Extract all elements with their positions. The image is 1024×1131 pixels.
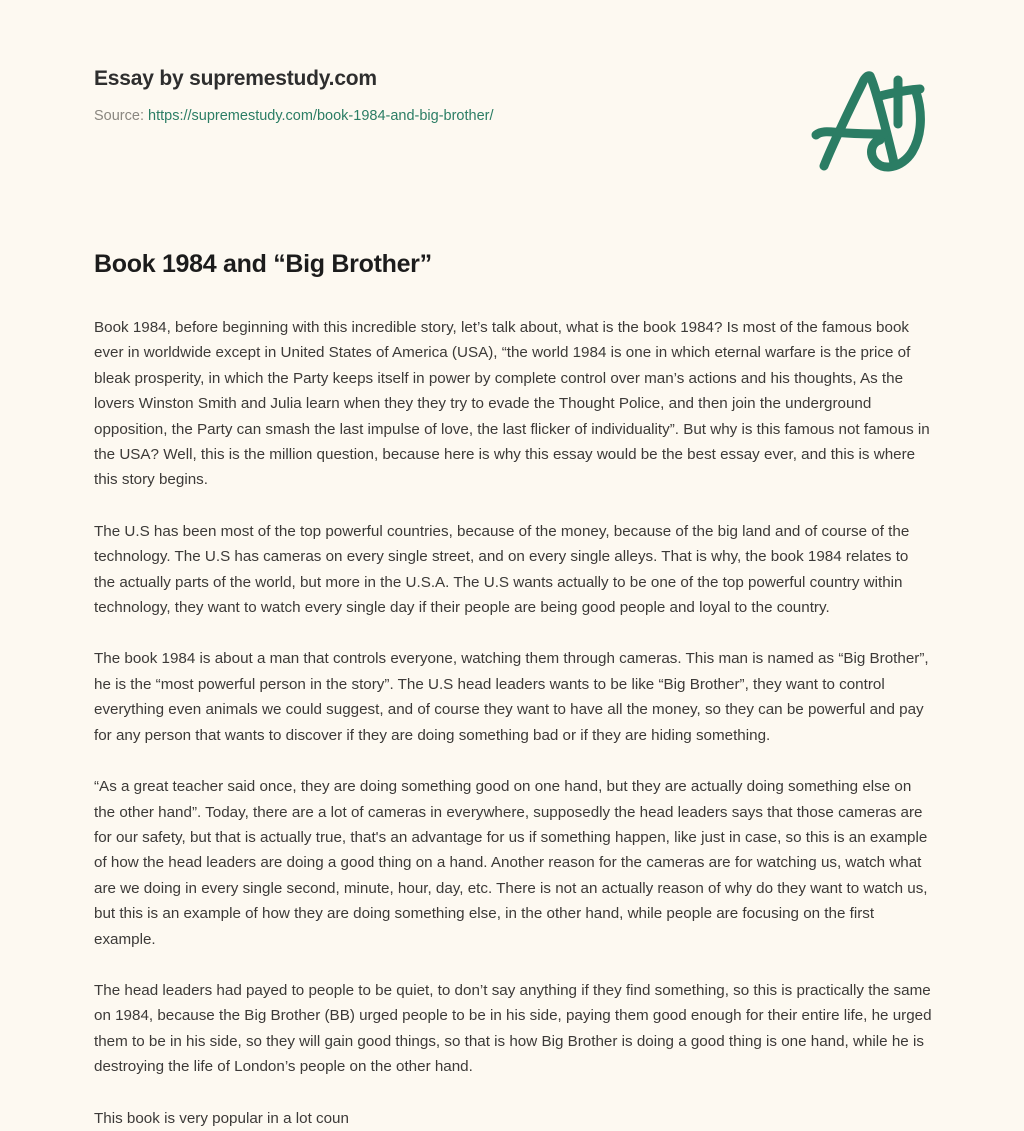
brand-title: Essay by supremestudy.com [94,67,377,90]
brand-block [94,66,494,126]
source-line [94,106,494,126]
source-label: Source: [94,108,144,124]
paragraph: “As a great teacher said once, they are doing something good on one hand, but they are actually doing something else on the other hand”. Today, there are a lot of cameras in everywhere, supposedly the head leaders says that those cameras are for our safety, but that is actually true, that's an advantage for us if something happen, like just in case, so this is an example of how the head leaders are doing a good thing on a hand. Another reason for the cameras are for watching us, watch what are we doing in every single second, minute, hour, day, etc. There is not an actually reason of why do they want to watch us, but this is an example of how they are doing something else, in the other hand, while people are focusing on the first example. [94,778,928,948]
article-body [94,247,932,1131]
paragraph: The U.S has been most of the top powerful countries, because of the money, because of the big land and of course of the technology. The U.S has cameras on every single street, and on every single alleys. That is why, the book 1984 relates to the actually parts of the world, but more in the U.S.A. The U.S wants actually to be one of the top powerful country within technology, they want to watch every single day if their people are being good people and loyal to the country. [94,522,910,617]
paragraph: Book 1984, before beginning with this incredible story, let’s talk about, what is the book 1984? Is most of the famous book ever in worldwide except in United States of America (USA), “the world 1984 is one in which eternal warfare is the price of bleak prosperity, in which the Party keeps itself in power by complete control over man’s actions and his thoughts, As the lovers Winston Smith and Julia learn when they they try to evade the Thought Police, and then join the underground opposition, the Party can smash the last impulse of love, the last flicker of individuality”. But why is this famous not famous in the USA? Well, this is the million question, because here is why this essay would be the best essay ever, and this is where this story begins. [94,319,930,489]
source-url-link[interactable]: https://supremestudy.com/book-1984-and-big-brother/ [148,108,494,124]
paragraph: The book 1984 is about a man that controls everyone, watching them through cameras. This man is named as “Big Brother”, he is the “most powerful person in the story”. The U.S head leaders wants to be like “Big Brother”, they want to control everything even animals we could suggest, and of course they want to have all the money, so they can be powerful and pay for any person that wants to discover if they are doing something bad or if they are hiding something. [94,650,929,744]
page-title: Book 1984 and “Big Brother” [94,250,432,278]
page-header [0,0,1024,200]
paragraph: The head leaders had payed to people to be quiet, to don’t say anything if they find something, so this is practically the same on 1984, because the Big Brother (BB) urged people to be in his side, paying them good enough for their entire life, he urged them to be in his side, so they will gain good things, so that is how Big Brother is doing a good thing is one hand, while he is destroying the life of London’s people on the other hand. [94,981,932,1076]
a-plus-logo [806,62,936,180]
paragraph: This book is very popular in a lot coun [94,1109,349,1127]
